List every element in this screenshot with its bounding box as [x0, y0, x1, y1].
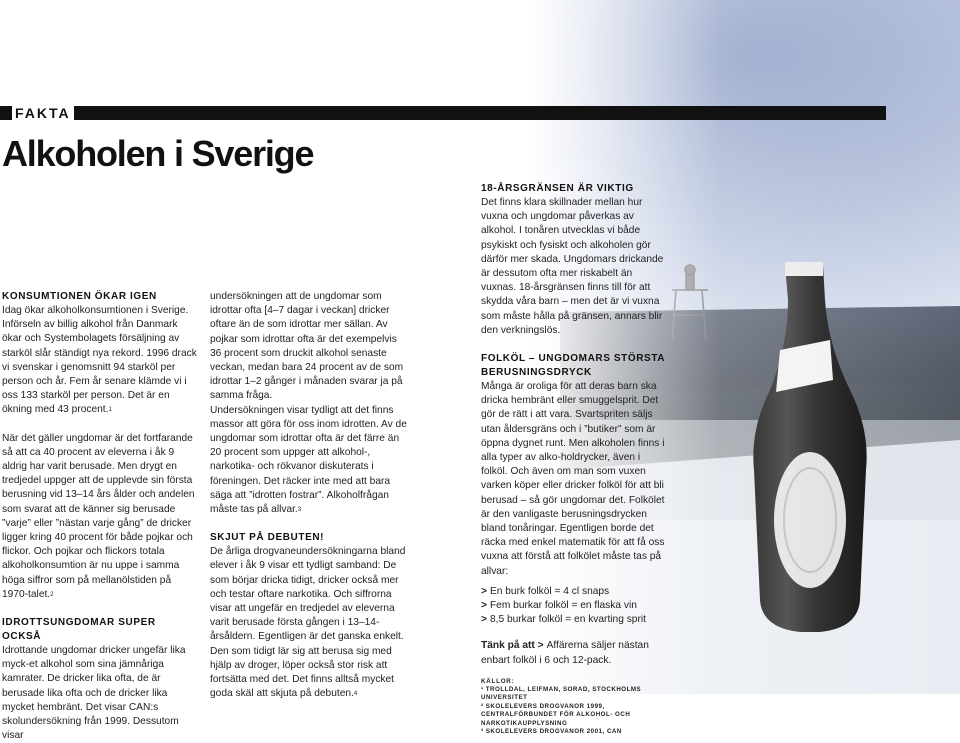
folkol-equivalents-list: [481, 585, 669, 628]
paragraph: När det gäller ungdomar är det fortfarande så att ca 40 procent av eleverna i åk 9 aldrig har varit berusade. Men drygt en tredjedel uppger att de upplevde sin första berusning vid 13–14 års ålder och andelen som svarat att de känner sig berusade ”varje” eller ”nästan varje gång” de dricker ligger kring 40 procent för både pojkar och flickor. Och pojkar och flickors totala alkoholkonsumtion är nu uppe i samma höga siffror som på mellanölstiden på 1970-talet.$^2$: [2, 432, 195, 600]
arrow-icon: >: [481, 614, 487, 626]
arrow-icon: >: [481, 600, 487, 612]
footnote-ref: 3: [297, 507, 302, 514]
page-title: Alkoholen i Sverige: [2, 133, 314, 174]
list-item: > Fem burkar folköl = en flaska vin: [481, 600, 637, 612]
heading-folkol: FOLKÖL – UNGDOMARS STÖRSTA BERUSNINGSDRYCK: [481, 353, 665, 379]
heading-idrottsungdomar: IDROTTSUNGDOMAR SUPER OCKSÅ: [2, 617, 156, 643]
sources-block: [481, 678, 669, 737]
tip-paragraph: Tänk på att > Affärerna säljer nästan enbart folköl i 6 och 12-pack.: [481, 640, 649, 666]
sources-title: KÄLLOR:: [481, 677, 515, 685]
source-item: ³ SKOLELEVERS DROGVANOR 2001, CAN: [481, 728, 622, 736]
paragraph: Undersökningen visar tydligt att det finns massor att göra för oss inom idrotten. Av de ungdomar som idrottar ofta är det färre än 20 procent som uppger att alkohol-, narkotika- och rökvanor diskuterats i föreningen. Det räcker inte med att bara säga att ”idrotten fostrar”. Alkoholfrågan måste tas på allvar.$^3$: [210, 404, 407, 516]
paragraph: Idrottande ungdomar dricker ungefär lika myck-et alkohol som sina jämnåriga kamrater. De dricker lika ofta, de är berusade lika ofta och de dricker lika mycket hembränt. Det visar CAN:s skolundersökning från 1999. Dessutom visar: [2, 645, 186, 742]
list-item: > En burk folköl = 4 cl snaps: [481, 585, 610, 597]
paragraph: De årliga drogvaneundersökningarna bland elever i åk 9 visar ett tydligt samband: De som börjar dricka tidigt, dricker också mer och testar oftare narkotika. Och siffrorna visar att ungefär en tredjedel av eleverna varit berusade första gången i 13–14-årsåldern. Egentligen är det ganska enkelt. Den som tidigt lär sig att berusa sig med hjälp av droger, löper också stor risk att fortsätta med det. Det finns alltså mycket goda skäl att skjuta på debuten.$^4$: [210, 546, 406, 700]
column-1: [2, 290, 198, 743]
heading-18-arsgransen: 18-ÅRSGRÄNSEN ÄR VIKTIG: [481, 183, 634, 194]
source-item: ¹ TROLLDAL, LEIFMAN, SORAD, STOCKHOLMS UNIVERSITET: [481, 685, 642, 702]
fakta-label: FAKTA: [15, 105, 71, 121]
fakta-label-box: [12, 105, 74, 120]
heading-konsumtionen: KONSUMTIONEN ÖKAR IGEN: [2, 291, 157, 302]
paragraph: Många är oroliga för att deras barn ska dricka hembränt eller smuggelsprit. Det gör de rätt i att vara. Svartspriten säljs utan åldersgräns och i ”butiker” som är öppna dygnet runt. Men alkoholen finns i alla typer av alko-holdrycker, även i folköl. Och även om man som vuxen varken köper eller dricker folköl för att bli berusad – så gör ungdomar det. Folkölet är den vanligaste berusningsdrycken bland tonåringar. Egentligen borde det räcka med enkel matematik för att få oss vuxna att förstå att folkölet måste tas på allvar:: [481, 381, 665, 577]
arrow-icon: >: [481, 585, 487, 597]
paragraph: undersökningen att de ungdomar som idrottar ofta [4–7 dagar i veckan] dricker oftare än de som idrottar mer sällan. Av pojkar som idrottar ofta är det exempelvis 36 procent som druckit alkohol senaste veckan, medan bara 24 procent av de som idrottar 1–2 gånger i månaden svarar ja på samma fråga.: [210, 291, 404, 402]
footnote-ref: 2: [50, 591, 54, 598]
paragraph: Idag ökar alkoholkonsumtionen i Sverige. Införseln av billig alkohol från Danmark ökar och Systembolagets försäljning av starköl slår ständigt nya rekord. 1996 drack vi svenskar i genomsnitt 94 starköl per person och år. Fem år senare klämde vi i oss 133 starköl per person. Det är en ökning med 43 procent.$^1$: [2, 305, 197, 416]
footnote-ref: 1: [108, 407, 112, 414]
heading-skjut-pa-debuten: SKJUT PÅ DEBUTEN!: [210, 532, 325, 544]
source-item: ² SKOLELEVERS DROGVANOR 1999, CENTRALFÖRBUNDET FÖR ALKOHOL- OCH NARKOTIKAUPPLYSNING: [481, 702, 631, 727]
column-2: [210, 290, 408, 701]
list-item: > 8,5 burkar folköl = en kvarting sprit: [481, 614, 646, 626]
paragraph: Det finns klara skillnader mellan hur vuxna och ungdomar påverkas av alkohol. I tonåren utvecklas vi både psykiskt och fysiskt och alkoholen gör därför mer skada. Ungdomars drickande är dessutom ofta mer riskabelt än vuxnas. 18-årsgränsen finns till för att skydda våra barn – men det är vi vuxna som måste hålla på gränsen, annars blir den verkningslös.: [481, 197, 664, 336]
tip-label: Tänk på att: [481, 640, 535, 652]
column-3: [481, 182, 669, 737]
header-bar: [0, 106, 886, 120]
footnote-ref: 4: [353, 691, 358, 698]
arrow-icon: >: [537, 640, 544, 652]
